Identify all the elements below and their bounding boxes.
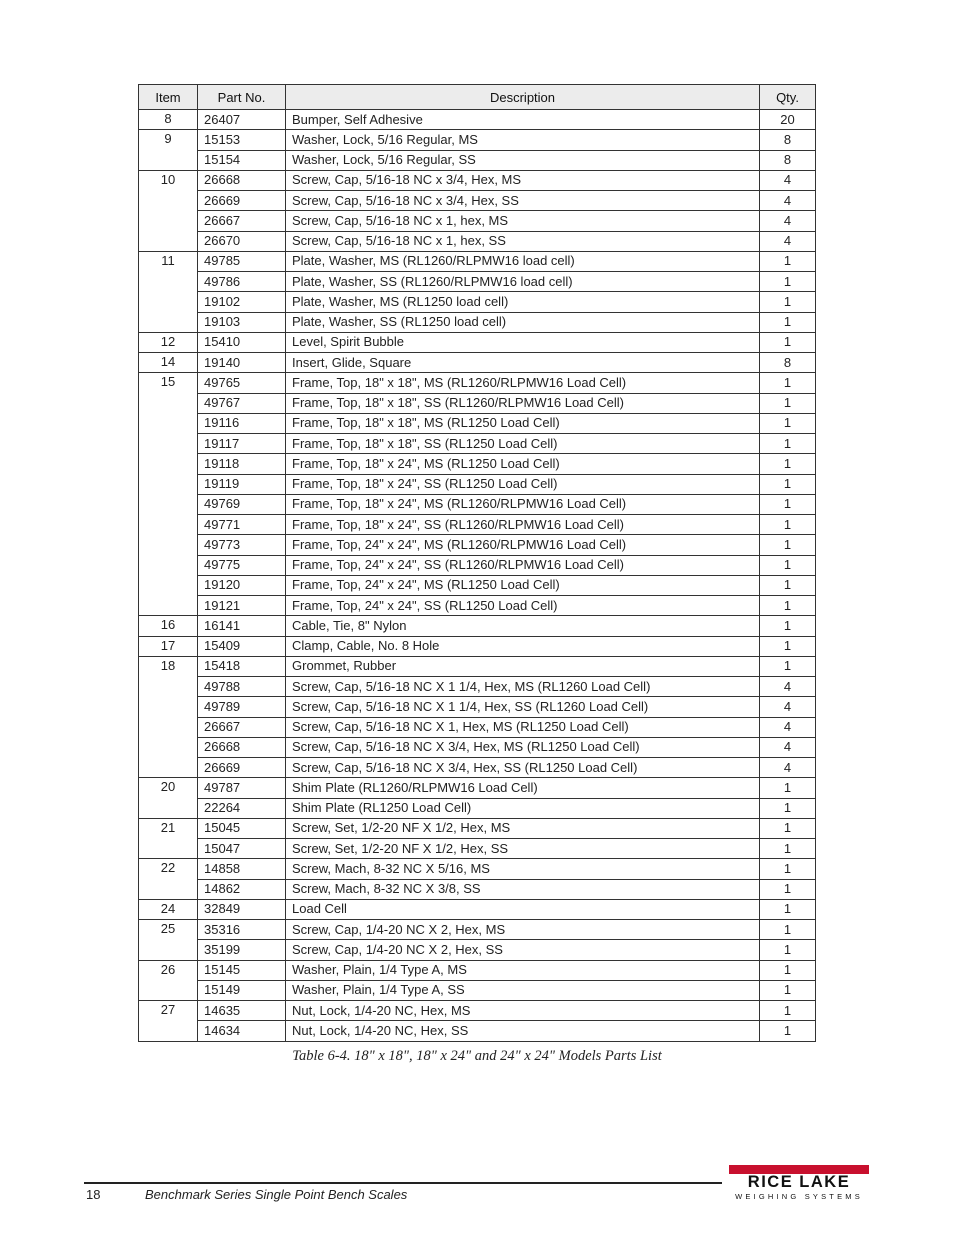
cell-description: Screw, Cap, 5/16-18 NC X 1 1/4, Hex, SS (RL1260 Load Cell) xyxy=(286,697,760,717)
cell-item xyxy=(139,798,198,818)
cell-part-no: 19103 xyxy=(198,312,286,332)
cell-part-no: 26669 xyxy=(198,758,286,778)
table-row xyxy=(139,191,816,211)
logo-name: RICE LAKE xyxy=(747,1173,851,1191)
cell-description: Screw, Cap, 5/16-18 NC x 3/4, Hex, MS xyxy=(286,170,760,190)
table-row xyxy=(139,393,816,413)
cell-qty: 1 xyxy=(760,434,816,454)
header-description: Description xyxy=(286,85,760,110)
table-row xyxy=(139,717,816,737)
cell-description: Frame, Top, 24" x 24", SS (RL1260/RLPMW16 Load Cell) xyxy=(286,555,760,575)
table-row xyxy=(139,272,816,292)
cell-qty: 4 xyxy=(760,677,816,697)
table-row xyxy=(139,818,816,838)
table-row xyxy=(139,231,816,251)
page-number: 18 xyxy=(86,1187,101,1202)
cell-item: 26 xyxy=(139,960,198,980)
table-row xyxy=(139,920,816,940)
table-row xyxy=(139,535,816,555)
cell-part-no: 15153 xyxy=(198,130,286,150)
cell-item xyxy=(139,677,198,697)
cell-item: 16 xyxy=(139,616,198,636)
cell-description: Frame, Top, 18" x 18", MS (RL1250 Load Cell) xyxy=(286,413,760,433)
cell-qty: 1 xyxy=(760,859,816,879)
cell-description: Screw, Cap, 5/16-18 NC x 1, hex, MS xyxy=(286,211,760,231)
parts-table xyxy=(138,84,816,1042)
cell-part-no: 19117 xyxy=(198,434,286,454)
cell-part-no: 35316 xyxy=(198,920,286,940)
table-row xyxy=(139,575,816,595)
cell-description: Screw, Cap, 5/16-18 NC X 3/4, Hex, MS (RL1250 Load Cell) xyxy=(286,737,760,757)
cell-qty: 1 xyxy=(760,778,816,798)
cell-description: Screw, Set, 1/2-20 NF X 1/2, Hex, SS xyxy=(286,839,760,859)
cell-qty: 1 xyxy=(760,920,816,940)
cell-item: 9 xyxy=(139,130,198,150)
cell-part-no: 26667 xyxy=(198,717,286,737)
cell-item xyxy=(139,980,198,1000)
cell-qty: 20 xyxy=(760,110,816,130)
cell-part-no: 19120 xyxy=(198,575,286,595)
cell-qty: 1 xyxy=(760,879,816,899)
table-row xyxy=(139,413,816,433)
cell-qty: 1 xyxy=(760,596,816,616)
cell-part-no: 15154 xyxy=(198,150,286,170)
cell-description: Washer, Lock, 5/16 Regular, MS xyxy=(286,130,760,150)
cell-part-no: 32849 xyxy=(198,899,286,919)
cell-description: Washer, Lock, 5/16 Regular, SS xyxy=(286,150,760,170)
cell-part-no: 14862 xyxy=(198,879,286,899)
cell-part-no: 49767 xyxy=(198,393,286,413)
header-qty: Qty. xyxy=(760,85,816,110)
cell-description: Screw, Cap, 1/4-20 NC X 2, Hex, MS xyxy=(286,920,760,940)
cell-part-no: 19119 xyxy=(198,474,286,494)
cell-item xyxy=(139,231,198,251)
cell-part-no: 19116 xyxy=(198,413,286,433)
rice-lake-logo xyxy=(729,1165,869,1205)
cell-part-no: 49787 xyxy=(198,778,286,798)
cell-description: Frame, Top, 18" x 18", MS (RL1260/RLPMW16 Load Cell) xyxy=(286,373,760,393)
table-row xyxy=(139,899,816,919)
cell-description: Screw, Cap, 5/16-18 NC X 1, Hex, MS (RL1250 Load Cell) xyxy=(286,717,760,737)
cell-qty: 1 xyxy=(760,332,816,352)
cell-item xyxy=(139,150,198,170)
cell-qty: 1 xyxy=(760,636,816,656)
cell-part-no: 49785 xyxy=(198,251,286,271)
cell-description: Shim Plate (RL1260/RLPMW16 Load Cell) xyxy=(286,778,760,798)
table-row xyxy=(139,940,816,960)
table-row xyxy=(139,251,816,271)
cell-description: Frame, Top, 18" x 24", MS (RL1250 Load Cell) xyxy=(286,454,760,474)
cell-description: Bumper, Self Adhesive xyxy=(286,110,760,130)
table-row xyxy=(139,555,816,575)
cell-part-no: 19118 xyxy=(198,454,286,474)
table-row xyxy=(139,677,816,697)
table-row xyxy=(139,211,816,231)
cell-item xyxy=(139,292,198,312)
cell-item xyxy=(139,596,198,616)
cell-description: Frame, Top, 18" x 24", SS (RL1250 Load Cell) xyxy=(286,474,760,494)
cell-item xyxy=(139,717,198,737)
cell-description: Load Cell xyxy=(286,899,760,919)
cell-description: Frame, Top, 18" x 18", SS (RL1260/RLPMW16 Load Cell) xyxy=(286,393,760,413)
cell-description: Plate, Washer, SS (RL1260/RLPMW16 load cell) xyxy=(286,272,760,292)
cell-description: Screw, Mach, 8-32 NC X 3/8, SS xyxy=(286,879,760,899)
cell-description: Frame, Top, 24" x 24", MS (RL1250 Load Cell) xyxy=(286,575,760,595)
cell-item xyxy=(139,1021,198,1041)
cell-qty: 4 xyxy=(760,697,816,717)
cell-part-no: 15047 xyxy=(198,839,286,859)
cell-description: Shim Plate (RL1250 Load Cell) xyxy=(286,798,760,818)
cell-item: 15 xyxy=(139,373,198,393)
cell-part-no: 49769 xyxy=(198,494,286,514)
cell-qty: 1 xyxy=(760,454,816,474)
cell-qty: 1 xyxy=(760,535,816,555)
cell-item xyxy=(139,454,198,474)
cell-qty: 1 xyxy=(760,798,816,818)
table-row xyxy=(139,312,816,332)
cell-qty: 4 xyxy=(760,758,816,778)
cell-part-no: 49786 xyxy=(198,272,286,292)
table-row xyxy=(139,839,816,859)
cell-part-no: 15409 xyxy=(198,636,286,656)
cell-item: 14 xyxy=(139,353,198,373)
cell-qty: 1 xyxy=(760,839,816,859)
cell-item xyxy=(139,758,198,778)
cell-qty: 1 xyxy=(760,413,816,433)
table-body xyxy=(139,110,816,1042)
cell-part-no: 26669 xyxy=(198,191,286,211)
cell-item: 17 xyxy=(139,636,198,656)
cell-description: Screw, Set, 1/2-20 NF X 1/2, Hex, MS xyxy=(286,818,760,838)
table-row xyxy=(139,373,816,393)
cell-part-no: 49773 xyxy=(198,535,286,555)
cell-item xyxy=(139,191,198,211)
cell-qty: 1 xyxy=(760,818,816,838)
cell-item xyxy=(139,737,198,757)
cell-qty: 1 xyxy=(760,292,816,312)
table-row xyxy=(139,110,816,130)
table-row xyxy=(139,737,816,757)
table-row xyxy=(139,798,816,818)
cell-description: Washer, Plain, 1/4 Type A, MS xyxy=(286,960,760,980)
table-row xyxy=(139,494,816,514)
footer-rule xyxy=(84,1182,722,1184)
cell-item xyxy=(139,413,198,433)
cell-qty: 1 xyxy=(760,251,816,271)
table-caption: Table 6-4. 18" x 18", 18" x 24" and 24" x 24" Models Parts List xyxy=(292,1048,662,1064)
cell-part-no: 26668 xyxy=(198,737,286,757)
table-row xyxy=(139,515,816,535)
table-row xyxy=(139,758,816,778)
cell-part-no: 49771 xyxy=(198,515,286,535)
cell-item xyxy=(139,697,198,717)
cell-part-no: 26668 xyxy=(198,170,286,190)
table-row xyxy=(139,130,816,150)
cell-qty: 1 xyxy=(760,494,816,514)
cell-item: 12 xyxy=(139,332,198,352)
cell-qty: 1 xyxy=(760,656,816,676)
cell-description: Plate, Washer, MS (RL1260/RLPMW16 load cell) xyxy=(286,251,760,271)
cell-item xyxy=(139,393,198,413)
cell-part-no: 49789 xyxy=(198,697,286,717)
cell-item: 20 xyxy=(139,778,198,798)
table-row xyxy=(139,656,816,676)
cell-part-no: 19102 xyxy=(198,292,286,312)
cell-item xyxy=(139,839,198,859)
cell-item: 22 xyxy=(139,859,198,879)
cell-part-no: 26670 xyxy=(198,231,286,251)
cell-item: 27 xyxy=(139,1001,198,1021)
cell-qty: 4 xyxy=(760,231,816,251)
cell-part-no: 49765 xyxy=(198,373,286,393)
cell-part-no: 15145 xyxy=(198,960,286,980)
cell-item xyxy=(139,515,198,535)
table-row xyxy=(139,170,816,190)
table-row xyxy=(139,980,816,1000)
cell-part-no: 26407 xyxy=(198,110,286,130)
cell-description: Grommet, Rubber xyxy=(286,656,760,676)
cell-qty: 1 xyxy=(760,940,816,960)
cell-item: 10 xyxy=(139,170,198,190)
table-row xyxy=(139,859,816,879)
cell-description: Screw, Cap, 5/16-18 NC x 1, hex, SS xyxy=(286,231,760,251)
cell-qty: 1 xyxy=(760,555,816,575)
cell-item: 18 xyxy=(139,656,198,676)
cell-part-no: 19121 xyxy=(198,596,286,616)
cell-item xyxy=(139,879,198,899)
cell-part-no: 22264 xyxy=(198,798,286,818)
cell-qty: 8 xyxy=(760,130,816,150)
cell-qty: 8 xyxy=(760,353,816,373)
cell-item: 8 xyxy=(139,110,198,130)
cell-description: Screw, Mach, 8-32 NC X 5/16, MS xyxy=(286,859,760,879)
cell-item: 11 xyxy=(139,251,198,271)
cell-qty: 1 xyxy=(760,960,816,980)
cell-qty: 1 xyxy=(760,575,816,595)
cell-description: Cable, Tie, 8" Nylon xyxy=(286,616,760,636)
table-row xyxy=(139,454,816,474)
cell-qty: 1 xyxy=(760,272,816,292)
cell-description: Plate, Washer, SS (RL1250 load cell) xyxy=(286,312,760,332)
table-row xyxy=(139,596,816,616)
cell-qty: 4 xyxy=(760,717,816,737)
cell-part-no: 19140 xyxy=(198,353,286,373)
cell-description: Nut, Lock, 1/4-20 NC, Hex, MS xyxy=(286,1001,760,1021)
cell-item xyxy=(139,272,198,292)
table-row xyxy=(139,474,816,494)
cell-part-no: 15418 xyxy=(198,656,286,676)
cell-part-no: 15149 xyxy=(198,980,286,1000)
cell-description: Plate, Washer, MS (RL1250 load cell) xyxy=(286,292,760,312)
table-row xyxy=(139,434,816,454)
cell-qty: 4 xyxy=(760,170,816,190)
cell-item xyxy=(139,575,198,595)
table-row xyxy=(139,332,816,352)
cell-item: 24 xyxy=(139,899,198,919)
cell-item xyxy=(139,211,198,231)
table-header-row xyxy=(139,85,816,110)
table-row xyxy=(139,353,816,373)
table-row xyxy=(139,150,816,170)
cell-part-no: 15410 xyxy=(198,332,286,352)
cell-qty: 1 xyxy=(760,616,816,636)
document-title: Benchmark Series Single Point Bench Scales xyxy=(145,1187,408,1202)
cell-description: Nut, Lock, 1/4-20 NC, Hex, SS xyxy=(286,1021,760,1041)
cell-qty: 1 xyxy=(760,393,816,413)
cell-description: Level, Spirit Bubble xyxy=(286,332,760,352)
header-item: Item xyxy=(139,85,198,110)
header-part-no: Part No. xyxy=(198,85,286,110)
cell-qty: 1 xyxy=(760,312,816,332)
table-row xyxy=(139,960,816,980)
cell-description: Frame, Top, 18" x 18", SS (RL1250 Load Cell) xyxy=(286,434,760,454)
cell-item xyxy=(139,535,198,555)
cell-qty: 1 xyxy=(760,980,816,1000)
cell-item: 25 xyxy=(139,920,198,940)
cell-description: Frame, Top, 24" x 24", SS (RL1250 Load Cell) xyxy=(286,596,760,616)
cell-item xyxy=(139,940,198,960)
cell-part-no: 49788 xyxy=(198,677,286,697)
cell-item xyxy=(139,434,198,454)
cell-qty: 8 xyxy=(760,150,816,170)
logo-subtitle: WEIGHING SYSTEMS xyxy=(735,1192,863,1201)
table-row xyxy=(139,697,816,717)
cell-qty: 1 xyxy=(760,1021,816,1041)
cell-part-no: 35199 xyxy=(198,940,286,960)
cell-part-no: 14858 xyxy=(198,859,286,879)
cell-description: Washer, Plain, 1/4 Type A, SS xyxy=(286,980,760,1000)
cell-qty: 4 xyxy=(760,191,816,211)
cell-description: Frame, Top, 24" x 24", MS (RL1260/RLPMW16 Load Cell) xyxy=(286,535,760,555)
cell-part-no: 15045 xyxy=(198,818,286,838)
cell-description: Frame, Top, 18" x 24", MS (RL1260/RLPMW16 Load Cell) xyxy=(286,494,760,514)
table-row xyxy=(139,616,816,636)
table-row xyxy=(139,1021,816,1041)
cell-qty: 1 xyxy=(760,373,816,393)
cell-qty: 1 xyxy=(760,474,816,494)
cell-item: 21 xyxy=(139,818,198,838)
table-row xyxy=(139,879,816,899)
cell-item xyxy=(139,474,198,494)
cell-qty: 4 xyxy=(760,737,816,757)
table-row xyxy=(139,778,816,798)
cell-part-no: 49775 xyxy=(198,555,286,575)
cell-qty: 1 xyxy=(760,1001,816,1021)
cell-qty: 1 xyxy=(760,899,816,919)
cell-item xyxy=(139,555,198,575)
table-row xyxy=(139,292,816,312)
cell-part-no: 26667 xyxy=(198,211,286,231)
cell-description: Frame, Top, 18" x 24", SS (RL1260/RLPMW16 Load Cell) xyxy=(286,515,760,535)
cell-description: Clamp, Cable, No. 8 Hole xyxy=(286,636,760,656)
cell-description: Screw, Cap, 5/16-18 NC x 3/4, Hex, SS xyxy=(286,191,760,211)
cell-part-no: 16141 xyxy=(198,616,286,636)
cell-description: Screw, Cap, 1/4-20 NC X 2, Hex, SS xyxy=(286,940,760,960)
cell-description: Screw, Cap, 5/16-18 NC X 3/4, Hex, SS (RL1250 Load Cell) xyxy=(286,758,760,778)
table-row xyxy=(139,636,816,656)
cell-part-no: 14634 xyxy=(198,1021,286,1041)
cell-description: Insert, Glide, Square xyxy=(286,353,760,373)
cell-qty: 4 xyxy=(760,211,816,231)
cell-item xyxy=(139,312,198,332)
cell-qty: 1 xyxy=(760,515,816,535)
cell-description: Screw, Cap, 5/16-18 NC X 1 1/4, Hex, MS (RL1260 Load Cell) xyxy=(286,677,760,697)
table-row xyxy=(139,1001,816,1021)
cell-part-no: 14635 xyxy=(198,1001,286,1021)
cell-item xyxy=(139,494,198,514)
